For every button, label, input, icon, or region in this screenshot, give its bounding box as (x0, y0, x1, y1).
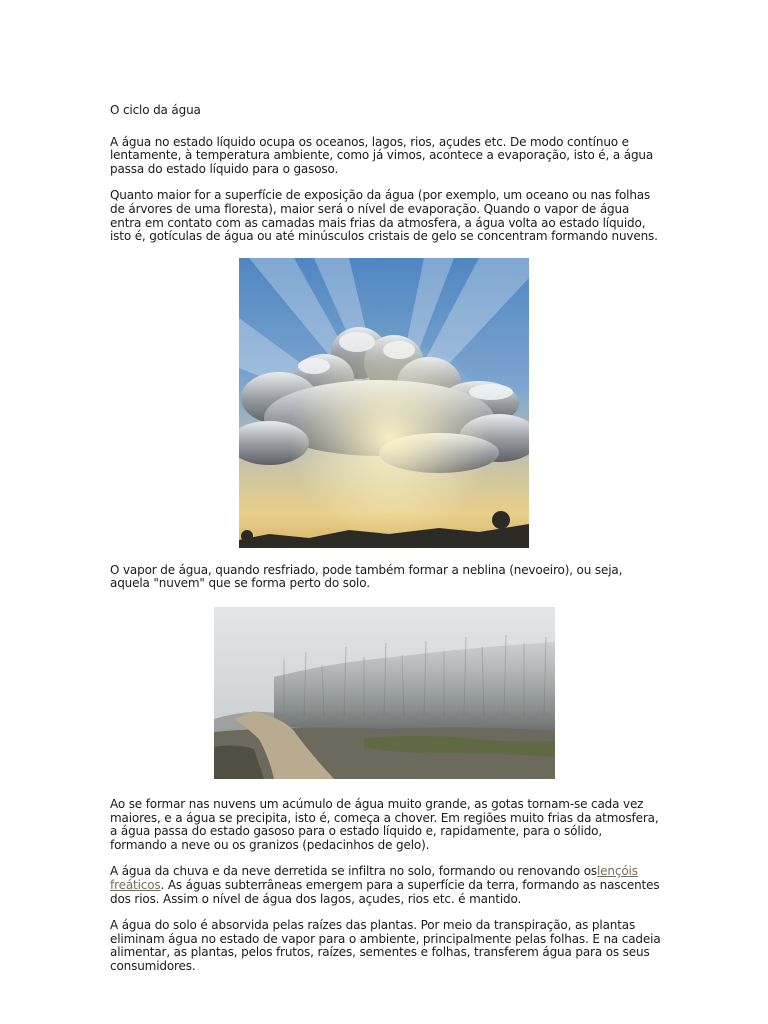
paragraph-evaporation: A água no estado líquido ocupa os oceanos, lagos, rios, açudes etc. De modo contínuo e lentamente, à temperatura ambiente, como já vimos, acontece a evaporação, isto é, a água passa do estado líquido para o gasoso. (110, 134, 654, 176)
sky-clouds-image (239, 258, 529, 548)
foggy-forest-image (214, 607, 555, 779)
document-title: O ciclo da água (110, 103, 201, 117)
document (110, 104, 662, 973)
groundwater-text-after: . As águas subterrâneas emergem para a superfície da terra, formando as nascentes dos rios. Assim o nível de água dos lagos, açudes, rios etc. é mantido. (110, 877, 660, 906)
groundwater-text-before: A água da chuva e da neve derretida se infiltra no solo, formando ou renovando os (110, 864, 597, 879)
lencois-freaticos-link[interactable]: lençóis freáticos (110, 864, 638, 892)
paragraph-rain: Ao se formar nas nuvens um acúmulo de água muito grande, as gotas tornam-se cada vez maiores, e a água se precipita, isto é, começa a chover. Em regiões muito frias da atmosfera, a água passa do estado gasoso para o estado líquido e, rapidamente, para o sólido, formando a neve ou os granizos (pedacinhos de gelo). (110, 796, 659, 852)
paragraph-plants: A água do solo é absorvida pelas raízes das plantas. Por meio da transpiração, as plantas eliminam água no estado de vapor para o ambiente, principalmente pelas folhas. E na cadeia alimentar, as plantas, pelos frutos, raízes, sementes e folhas, transferem água para os seus consumidores. (110, 918, 661, 973)
paragraph-groundwater (110, 865, 662, 906)
paragraph-fog: O vapor de água, quando resfriado, pode também formar a neblina (nevoeiro), ou seja, aquela "nuvem" que se forma perto do solo. (110, 562, 623, 591)
paragraph-clouds: Quanto maior for a superfície de exposição da água (por exemplo, um oceano ou nas folhas de árvores de uma floresta), maior será o nível de evaporação. Quando o vapor de água entra em contato com as camadas mais frias da atmosfera, a água volta ao estado líquido, isto é, gotículas de água ou até minúsculos cristais de gelo se concentram formando nuvens. (110, 188, 658, 244)
